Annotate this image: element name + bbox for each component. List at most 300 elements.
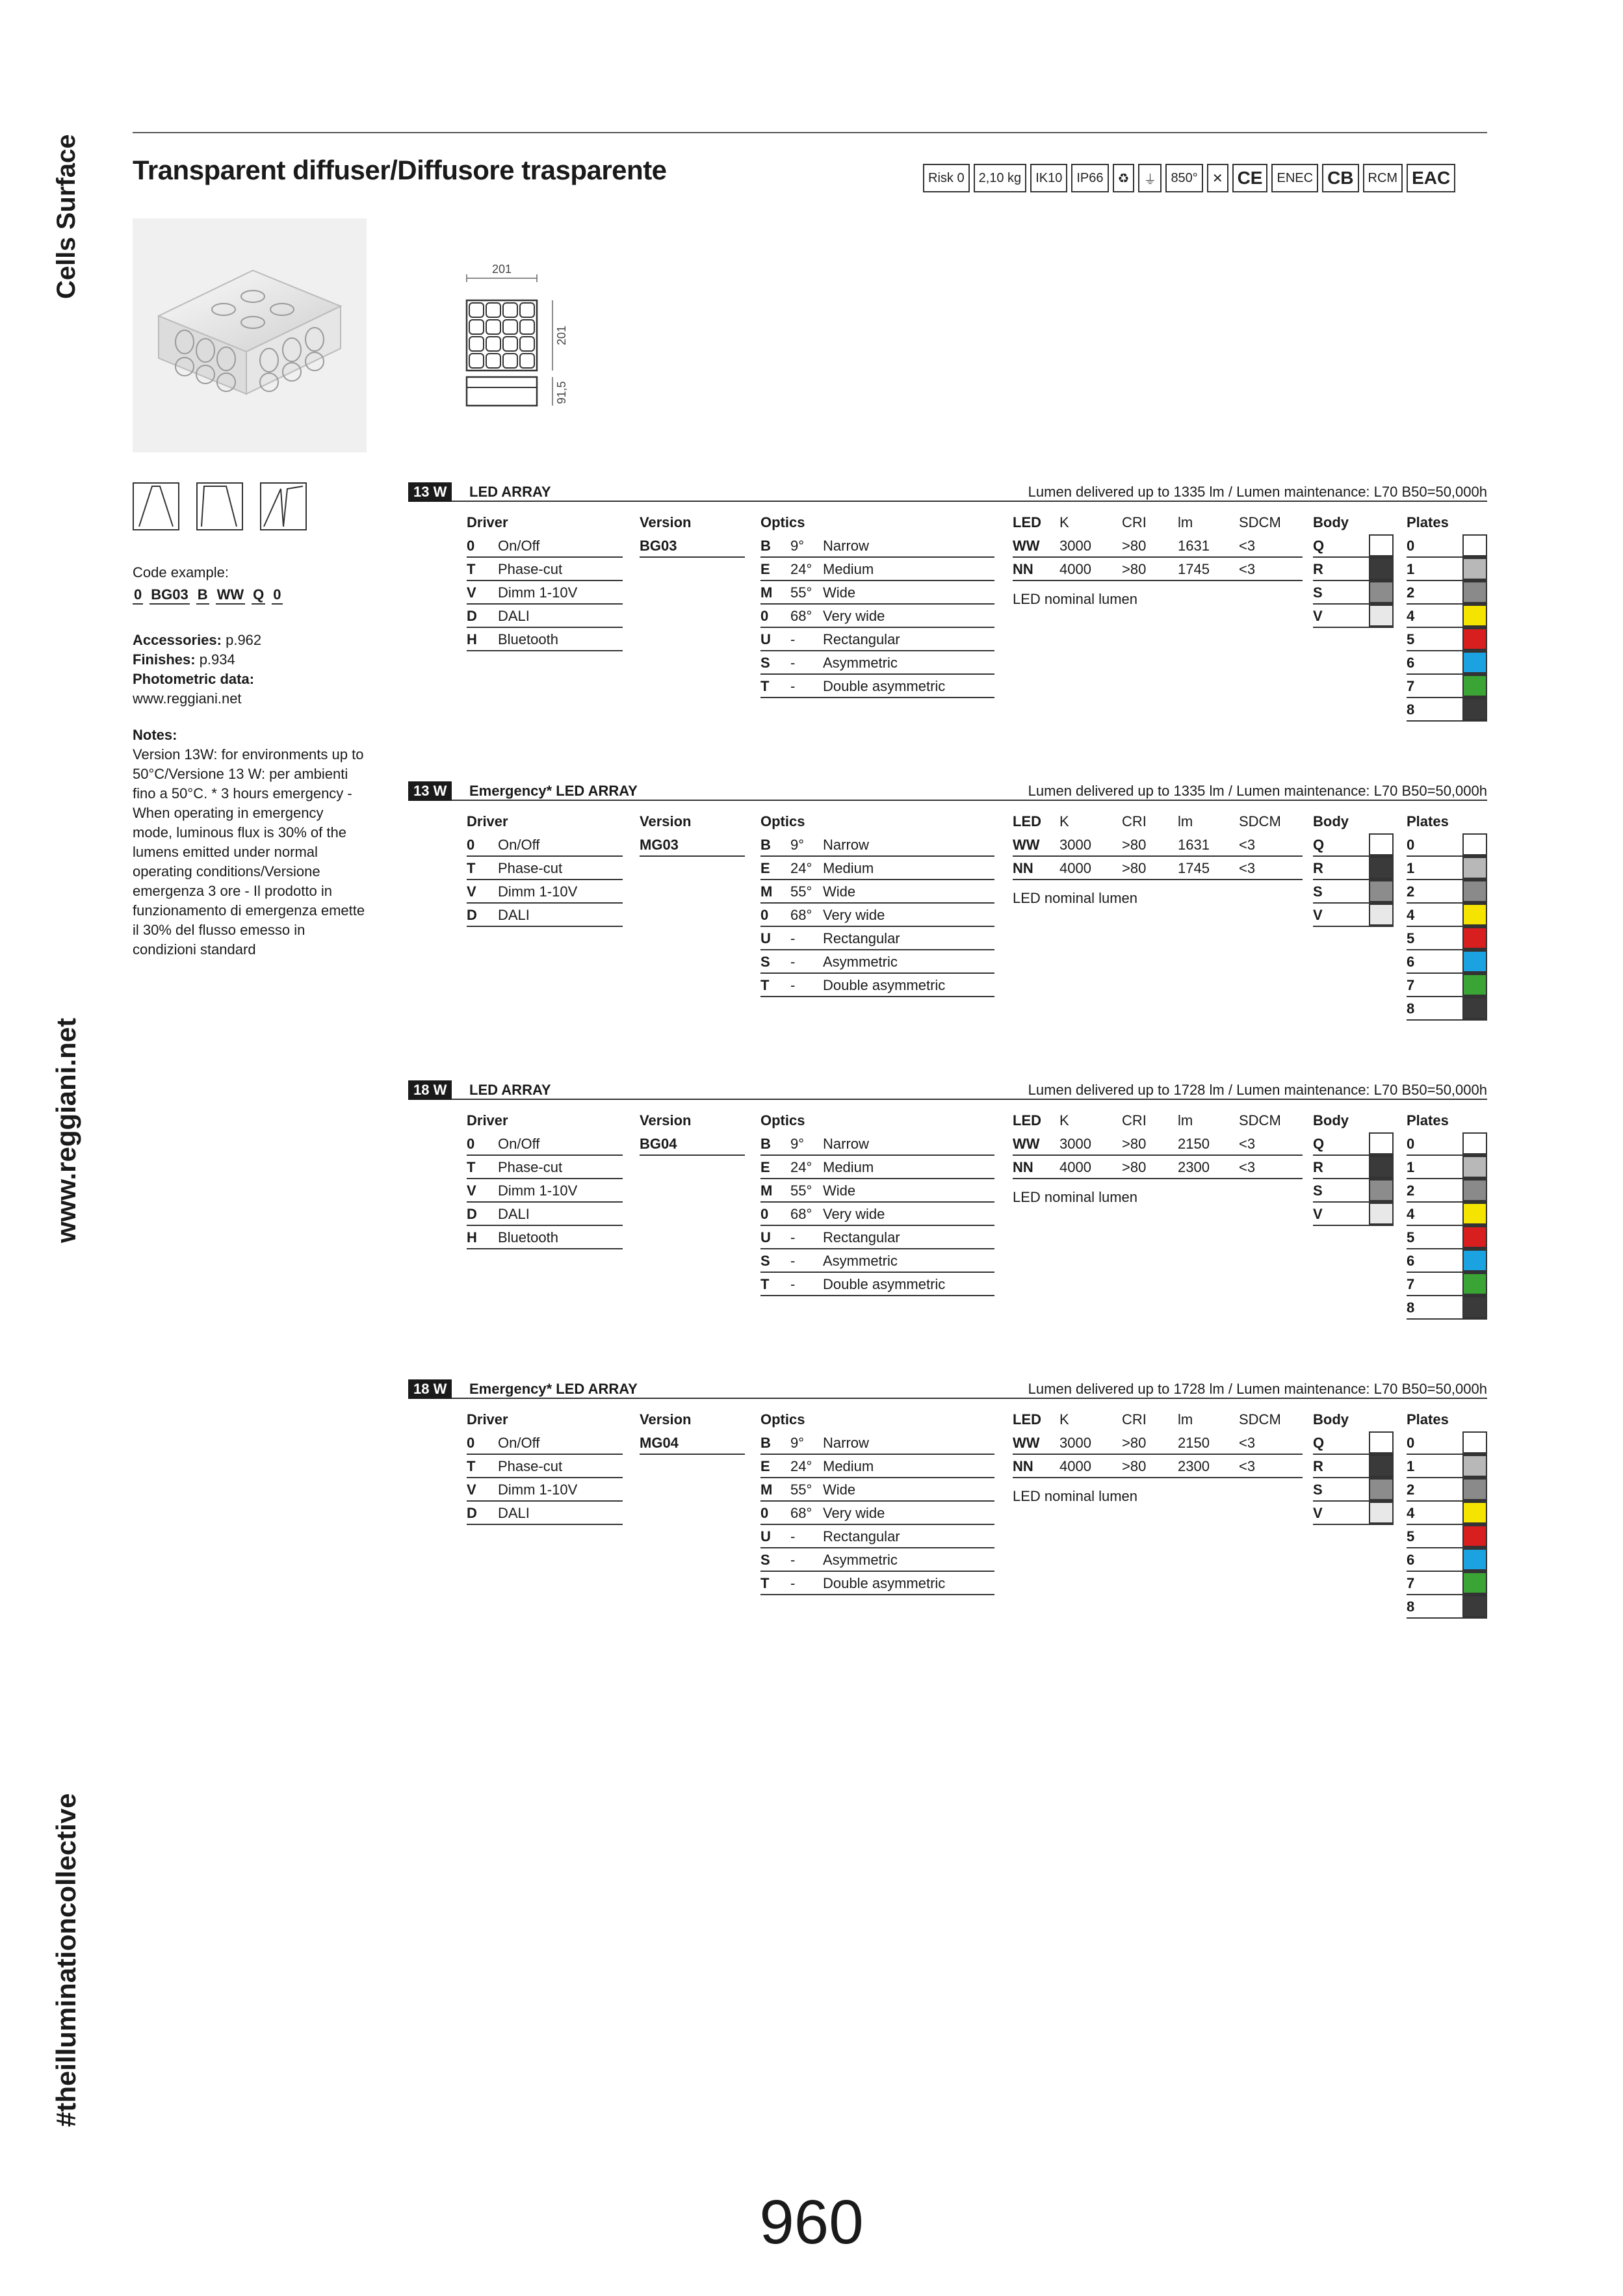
driver-row xyxy=(467,1203,623,1226)
k-header: K xyxy=(1059,514,1069,530)
optics-angle: - xyxy=(790,1253,796,1269)
optics-label: Double asymmetric xyxy=(823,1575,946,1591)
optics-column xyxy=(760,810,994,997)
optics-code: E xyxy=(760,860,770,876)
narrow-beam-icon xyxy=(133,482,179,530)
plates-row xyxy=(1407,927,1487,950)
lm-header: lm xyxy=(1178,514,1193,530)
led-header-row xyxy=(1013,511,1303,534)
optics-code: M xyxy=(760,1182,773,1199)
optics-code: E xyxy=(760,561,770,577)
driver-label: On/Off xyxy=(498,837,540,853)
body-row xyxy=(1313,581,1394,605)
led-cri: >80 xyxy=(1122,1136,1147,1152)
plate-swatch xyxy=(1462,857,1487,879)
plates-header: Plates xyxy=(1407,514,1449,530)
led-cri: >80 xyxy=(1122,1458,1147,1474)
plate-code: 4 xyxy=(1407,1505,1415,1521)
section-label: Cells Surface xyxy=(52,134,81,299)
driver-row xyxy=(467,880,623,904)
k-header: K xyxy=(1059,1411,1069,1428)
optics-label: Double asymmetric xyxy=(823,1276,946,1292)
body-code: S xyxy=(1313,1182,1323,1199)
driver-row xyxy=(467,1179,623,1203)
plate-swatch xyxy=(1462,1548,1487,1571)
driver-label: Dimm 1-10V xyxy=(498,883,578,900)
plate-swatch xyxy=(1462,1156,1487,1178)
plate-swatch xyxy=(1462,950,1487,972)
version-column xyxy=(640,810,745,857)
body-code: R xyxy=(1313,561,1323,577)
body-row xyxy=(1313,1179,1394,1203)
led-header: LED xyxy=(1013,1411,1041,1428)
plate-code: 8 xyxy=(1407,1000,1415,1017)
plate-swatch xyxy=(1462,651,1487,673)
plate-swatch xyxy=(1462,1249,1487,1272)
led-header-row xyxy=(1013,1109,1303,1132)
led-code: NN xyxy=(1013,561,1033,577)
notes xyxy=(133,725,367,959)
plate-code: 5 xyxy=(1407,631,1415,647)
optics-angle: 9° xyxy=(790,1136,805,1152)
led-header-row xyxy=(1013,810,1303,833)
optics-label: Medium xyxy=(823,561,874,577)
optics-code: T xyxy=(760,1276,770,1292)
body-swatch xyxy=(1369,904,1394,926)
cell-grid xyxy=(469,303,534,368)
body-code: S xyxy=(1313,883,1323,900)
optics-angle: - xyxy=(790,1552,796,1568)
driver-header: Driver xyxy=(467,1411,508,1428)
optics-label: Very wide xyxy=(823,1505,885,1521)
optics-code: M xyxy=(760,1481,773,1498)
optics-angle: 24° xyxy=(790,860,812,876)
led-header: LED xyxy=(1013,1112,1041,1128)
led-k: 3000 xyxy=(1059,538,1091,554)
plates-row xyxy=(1407,581,1487,605)
code-part-led: WW xyxy=(216,586,246,605)
lumen-info: Lumen delivered up to 1335 lm / Lumen maintenance: L70 B50=50,000h xyxy=(1028,783,1487,799)
led-column xyxy=(1013,810,1303,910)
optics-label: Narrow xyxy=(823,837,869,853)
beam-icons xyxy=(133,482,307,530)
product-image xyxy=(133,218,367,452)
plate-swatch xyxy=(1462,534,1487,556)
led-note: LED nominal lumen xyxy=(1013,591,1137,607)
driver-code: T xyxy=(467,1159,476,1175)
led-code: WW xyxy=(1013,1435,1040,1451)
sdcm-header: SDCM xyxy=(1239,1112,1281,1128)
driver-row xyxy=(467,1226,623,1249)
driver-code: T xyxy=(467,860,476,876)
optics-row xyxy=(760,950,994,974)
driver-code: 0 xyxy=(467,1435,475,1451)
notes-text: Version 13W: for environments up to 50°C/Versione 13 W: per ambienti fino a 50°C. * 3 hours emergency - When operating in emergency mode, luminous flux is 30% of the lumens emitted under normal operating conditions/Versione emergenza 3 ore - Il prodotto in funzionamento di emergenza emette il 30% del flusso emesso in condizioni standard xyxy=(133,746,365,958)
optics-label: Asymmetric xyxy=(823,1552,898,1568)
body-code: S xyxy=(1313,584,1323,601)
driver-label: Phase-cut xyxy=(498,860,563,876)
no-cover-icon: ✕ xyxy=(1207,164,1228,192)
plates-column xyxy=(1407,511,1487,722)
body-row xyxy=(1313,1203,1394,1226)
driver-row xyxy=(467,1455,623,1478)
optics-code: S xyxy=(760,954,770,970)
driver-row xyxy=(467,1132,623,1156)
optics-angle: 68° xyxy=(790,907,812,923)
risk-icon: Risk 0 xyxy=(923,164,970,192)
led-row xyxy=(1013,1132,1303,1156)
code-part-version: BG03 xyxy=(149,586,189,605)
plate-swatch xyxy=(1462,880,1487,902)
led-sdcm: <3 xyxy=(1239,1136,1256,1152)
led-cri: >80 xyxy=(1122,837,1147,853)
driver-row xyxy=(467,628,623,651)
block-name: Emergency* LED ARRAY xyxy=(469,1381,638,1397)
optics-row xyxy=(760,1179,994,1203)
body-swatch xyxy=(1369,605,1394,627)
optics-label: Narrow xyxy=(823,1136,869,1152)
led-code: WW xyxy=(1013,837,1040,853)
led-k: 3000 xyxy=(1059,1435,1091,1451)
optics-label: Asymmetric xyxy=(823,655,898,671)
optics-label: Medium xyxy=(823,1458,874,1474)
driver-label: DALI xyxy=(498,1505,530,1521)
led-code: WW xyxy=(1013,1136,1040,1152)
led-k: 4000 xyxy=(1059,1458,1091,1474)
body-code: Q xyxy=(1313,538,1325,554)
optics-row xyxy=(760,651,994,675)
plate-code: 7 xyxy=(1407,1276,1415,1292)
plates-row xyxy=(1407,1156,1487,1179)
led-lm: 1745 xyxy=(1178,561,1210,577)
optics-angle: 9° xyxy=(790,1435,805,1451)
driver-row xyxy=(467,605,623,628)
optics-angle: 9° xyxy=(790,837,805,853)
plate-code: 8 xyxy=(1407,1299,1415,1316)
height-dimension: 91,5 xyxy=(555,381,568,404)
k-header: K xyxy=(1059,813,1069,829)
optics-label: Double asymmetric xyxy=(823,678,946,694)
plate-code: 0 xyxy=(1407,1136,1415,1152)
plate-swatch xyxy=(1462,904,1487,926)
eac-mark-icon: EAC xyxy=(1407,164,1455,192)
body-code: Q xyxy=(1313,1136,1325,1152)
block-name: LED ARRAY xyxy=(469,484,551,500)
version-code: MG03 xyxy=(640,837,679,853)
driver-code: D xyxy=(467,608,477,624)
plate-code: 5 xyxy=(1407,1229,1415,1246)
driver-label: On/Off xyxy=(498,1435,540,1451)
top-rule xyxy=(133,132,1487,133)
driver-label: Dimm 1-10V xyxy=(498,584,578,601)
plates-column xyxy=(1407,1408,1487,1619)
plate-swatch xyxy=(1462,628,1487,650)
optics-code: B xyxy=(760,538,771,554)
led-sdcm: <3 xyxy=(1239,538,1256,554)
body-code: S xyxy=(1313,1481,1323,1498)
plate-swatch xyxy=(1462,1502,1487,1524)
driver-label: DALI xyxy=(498,1206,530,1222)
version-header: Version xyxy=(640,813,692,829)
driver-code: H xyxy=(467,1229,477,1246)
plates-row xyxy=(1407,534,1487,558)
driver-code: 0 xyxy=(467,538,475,554)
led-row xyxy=(1013,534,1303,558)
optics-row xyxy=(760,581,994,605)
block-header xyxy=(408,1379,1487,1399)
optics-row xyxy=(760,974,994,997)
body-header: Body xyxy=(1313,813,1349,829)
plates-row xyxy=(1407,997,1487,1021)
optics-angle: 55° xyxy=(790,1481,812,1498)
optics-code: U xyxy=(760,930,771,946)
driver-label: On/Off xyxy=(498,538,540,554)
ce-mark-icon: CE xyxy=(1232,164,1268,192)
body-swatch xyxy=(1369,1179,1394,1201)
power-badge: 18 W xyxy=(408,1379,452,1399)
driver-code: V xyxy=(467,1182,476,1199)
block-name: LED ARRAY xyxy=(469,1082,551,1098)
driver-code: V xyxy=(467,883,476,900)
plates-row xyxy=(1407,1431,1487,1455)
plates-row xyxy=(1407,628,1487,651)
body-row xyxy=(1313,1478,1394,1502)
driver-code: V xyxy=(467,584,476,601)
led-sdcm: <3 xyxy=(1239,561,1256,577)
plates-header: Plates xyxy=(1407,1411,1449,1428)
plate-code: 1 xyxy=(1407,1159,1415,1175)
body-code: V xyxy=(1313,907,1323,923)
plate-swatch xyxy=(1462,1478,1487,1500)
led-note: LED nominal lumen xyxy=(1013,1488,1137,1504)
body-swatch xyxy=(1369,1132,1394,1155)
optics-code: S xyxy=(760,655,770,671)
body-code: V xyxy=(1313,1505,1323,1521)
optics-label: Wide xyxy=(823,883,856,900)
optics-row xyxy=(760,857,994,880)
led-k: 4000 xyxy=(1059,1159,1091,1175)
optics-angle: - xyxy=(790,655,796,671)
plate-code: 2 xyxy=(1407,883,1415,900)
optics-code: U xyxy=(760,1229,771,1246)
driver-label: Phase-cut xyxy=(498,561,563,577)
optics-angle: 24° xyxy=(790,1458,812,1474)
ip-rating-icon: IP66 xyxy=(1071,164,1108,192)
optics-code: T xyxy=(760,678,770,694)
power-badge: 18 W xyxy=(408,1080,452,1100)
finishes-value: p.934 xyxy=(195,651,235,668)
led-sdcm: <3 xyxy=(1239,1458,1256,1474)
optics-angle: - xyxy=(790,631,796,647)
led-cri: >80 xyxy=(1122,860,1147,876)
version-header: Version xyxy=(640,514,692,530)
optics-code: E xyxy=(760,1159,770,1175)
optics-code: B xyxy=(760,1435,771,1451)
version-header: Version xyxy=(640,1411,692,1428)
lm-header: lm xyxy=(1178,1411,1193,1428)
cri-header: CRI xyxy=(1122,514,1147,530)
width-dimension: 201 xyxy=(491,263,512,276)
body-swatch xyxy=(1369,581,1394,603)
photometric-label: Photometric data: xyxy=(133,671,255,687)
led-lm: 1745 xyxy=(1178,860,1210,876)
plate-code: 7 xyxy=(1407,1575,1415,1591)
body-row xyxy=(1313,1502,1394,1525)
body-row xyxy=(1313,558,1394,581)
body-row xyxy=(1313,904,1394,927)
plates-column xyxy=(1407,810,1487,1021)
accessories-label: Accessories: xyxy=(133,632,222,648)
optics-angle: - xyxy=(790,954,796,970)
led-lm: 2300 xyxy=(1178,1159,1210,1175)
plate-code: 6 xyxy=(1407,655,1415,671)
optics-row xyxy=(760,1226,994,1249)
driver-header: Driver xyxy=(467,813,508,829)
plates-row xyxy=(1407,857,1487,880)
weight-icon: 2,10 kg xyxy=(974,164,1027,192)
optics-label: Rectangular xyxy=(823,1528,900,1545)
optics-label: Medium xyxy=(823,860,874,876)
led-k: 3000 xyxy=(1059,837,1091,853)
plate-swatch xyxy=(1462,1179,1487,1201)
optics-code: 0 xyxy=(760,1505,769,1521)
led-row xyxy=(1013,1455,1303,1478)
body-row xyxy=(1313,534,1394,558)
version-code: BG04 xyxy=(640,1136,677,1152)
driver-label: DALI xyxy=(498,907,530,923)
plate-swatch xyxy=(1462,581,1487,603)
website-side-label: www.reggiani.net xyxy=(51,1017,81,1243)
photometric-link[interactable]: www.reggiani.net xyxy=(133,690,242,707)
body-row xyxy=(1313,1132,1394,1156)
optics-row xyxy=(760,534,994,558)
driver-code: H xyxy=(467,631,477,647)
led-code: NN xyxy=(1013,1458,1033,1474)
plate-code: 8 xyxy=(1407,701,1415,718)
body-header: Body xyxy=(1313,514,1349,530)
recycle-icon: ♻ xyxy=(1113,164,1135,192)
plate-code: 4 xyxy=(1407,907,1415,923)
plates-row xyxy=(1407,1249,1487,1273)
finishes-label: Finishes: xyxy=(133,651,196,668)
optics-row xyxy=(760,904,994,927)
body-header: Body xyxy=(1313,1411,1349,1428)
plate-swatch xyxy=(1462,974,1487,996)
optics-angle: - xyxy=(790,930,796,946)
plate-swatch xyxy=(1462,997,1487,1019)
lm-header: lm xyxy=(1178,813,1193,829)
optics-label: Medium xyxy=(823,1159,874,1175)
led-note: LED nominal lumen xyxy=(1013,1189,1137,1205)
driver-code: T xyxy=(467,561,476,577)
plates-row xyxy=(1407,1525,1487,1548)
plate-swatch xyxy=(1462,675,1487,697)
plate-code: 2 xyxy=(1407,584,1415,601)
optics-row xyxy=(760,880,994,904)
asymmetric-beam-icon xyxy=(196,482,243,530)
led-note: LED nominal lumen xyxy=(1013,890,1137,906)
led-row xyxy=(1013,857,1303,880)
optics-code: M xyxy=(760,584,773,601)
code-example-label: Code example: xyxy=(133,564,229,581)
led-cri: >80 xyxy=(1122,538,1147,554)
plates-row xyxy=(1407,974,1487,997)
optics-label: Narrow xyxy=(823,1435,869,1451)
driver-column xyxy=(467,1408,623,1525)
driver-header: Driver xyxy=(467,1112,508,1128)
body-column xyxy=(1313,1109,1394,1226)
lumen-info: Lumen delivered up to 1335 lm / Lumen maintenance: L70 B50=50,000h xyxy=(1028,484,1487,500)
optics-angle: - xyxy=(790,1276,796,1292)
plate-swatch xyxy=(1462,1203,1487,1225)
driver-row xyxy=(467,857,623,880)
version-column xyxy=(640,1109,745,1156)
code-part-plates: 0 xyxy=(272,586,282,605)
hashtag-label: #theilluminationcollective xyxy=(51,1793,81,2127)
led-row xyxy=(1013,833,1303,857)
plates-row xyxy=(1407,1273,1487,1296)
product-photo xyxy=(133,218,367,452)
driver-row xyxy=(467,1156,623,1179)
version-row xyxy=(640,833,745,857)
optics-row xyxy=(760,1249,994,1273)
plate-code: 7 xyxy=(1407,977,1415,993)
plates-row xyxy=(1407,1548,1487,1572)
spec-block xyxy=(408,482,1487,729)
optics-label: Wide xyxy=(823,1481,856,1498)
led-header: LED xyxy=(1013,813,1041,829)
plate-swatch xyxy=(1462,833,1487,855)
led-column xyxy=(1013,511,1303,611)
optics-label: Double asymmetric xyxy=(823,977,946,993)
optics-angle: 68° xyxy=(790,1206,812,1222)
optics-code: 0 xyxy=(760,608,769,624)
led-row xyxy=(1013,1431,1303,1455)
body-swatch xyxy=(1369,1431,1394,1454)
lumen-info: Lumen delivered up to 1728 lm / Lumen maintenance: L70 B50=50,000h xyxy=(1028,1381,1487,1397)
led-sdcm: <3 xyxy=(1239,837,1256,853)
technical-drawing xyxy=(455,260,585,416)
plates-header: Plates xyxy=(1407,813,1449,829)
led-cri: >80 xyxy=(1122,1159,1147,1175)
led-lm: 2300 xyxy=(1178,1458,1210,1474)
lumen-info: Lumen delivered up to 1728 lm / Lumen maintenance: L70 B50=50,000h xyxy=(1028,1082,1487,1098)
plates-row xyxy=(1407,1179,1487,1203)
plate-code: 4 xyxy=(1407,1206,1415,1222)
body-swatch xyxy=(1369,857,1394,879)
optics-row xyxy=(760,1502,994,1525)
driver-row xyxy=(467,1478,623,1502)
led-column xyxy=(1013,1408,1303,1508)
driver-label: On/Off xyxy=(498,1136,540,1152)
version-row xyxy=(640,1431,745,1455)
power-badge: 13 W xyxy=(408,781,452,801)
version-row xyxy=(640,534,745,558)
driver-row xyxy=(467,581,623,605)
optics-code: U xyxy=(760,631,771,647)
driver-label: Bluetooth xyxy=(498,1229,558,1246)
led-k: 4000 xyxy=(1059,561,1091,577)
body-code: R xyxy=(1313,860,1323,876)
lm-header: lm xyxy=(1178,1112,1193,1128)
glow-wire-icon: 850° xyxy=(1165,164,1202,192)
optics-row xyxy=(760,1132,994,1156)
plate-code: 0 xyxy=(1407,837,1415,853)
plates-row xyxy=(1407,698,1487,722)
optics-angle: 55° xyxy=(790,883,812,900)
body-swatch xyxy=(1369,1502,1394,1524)
code-part-driver: 0 xyxy=(133,586,143,605)
